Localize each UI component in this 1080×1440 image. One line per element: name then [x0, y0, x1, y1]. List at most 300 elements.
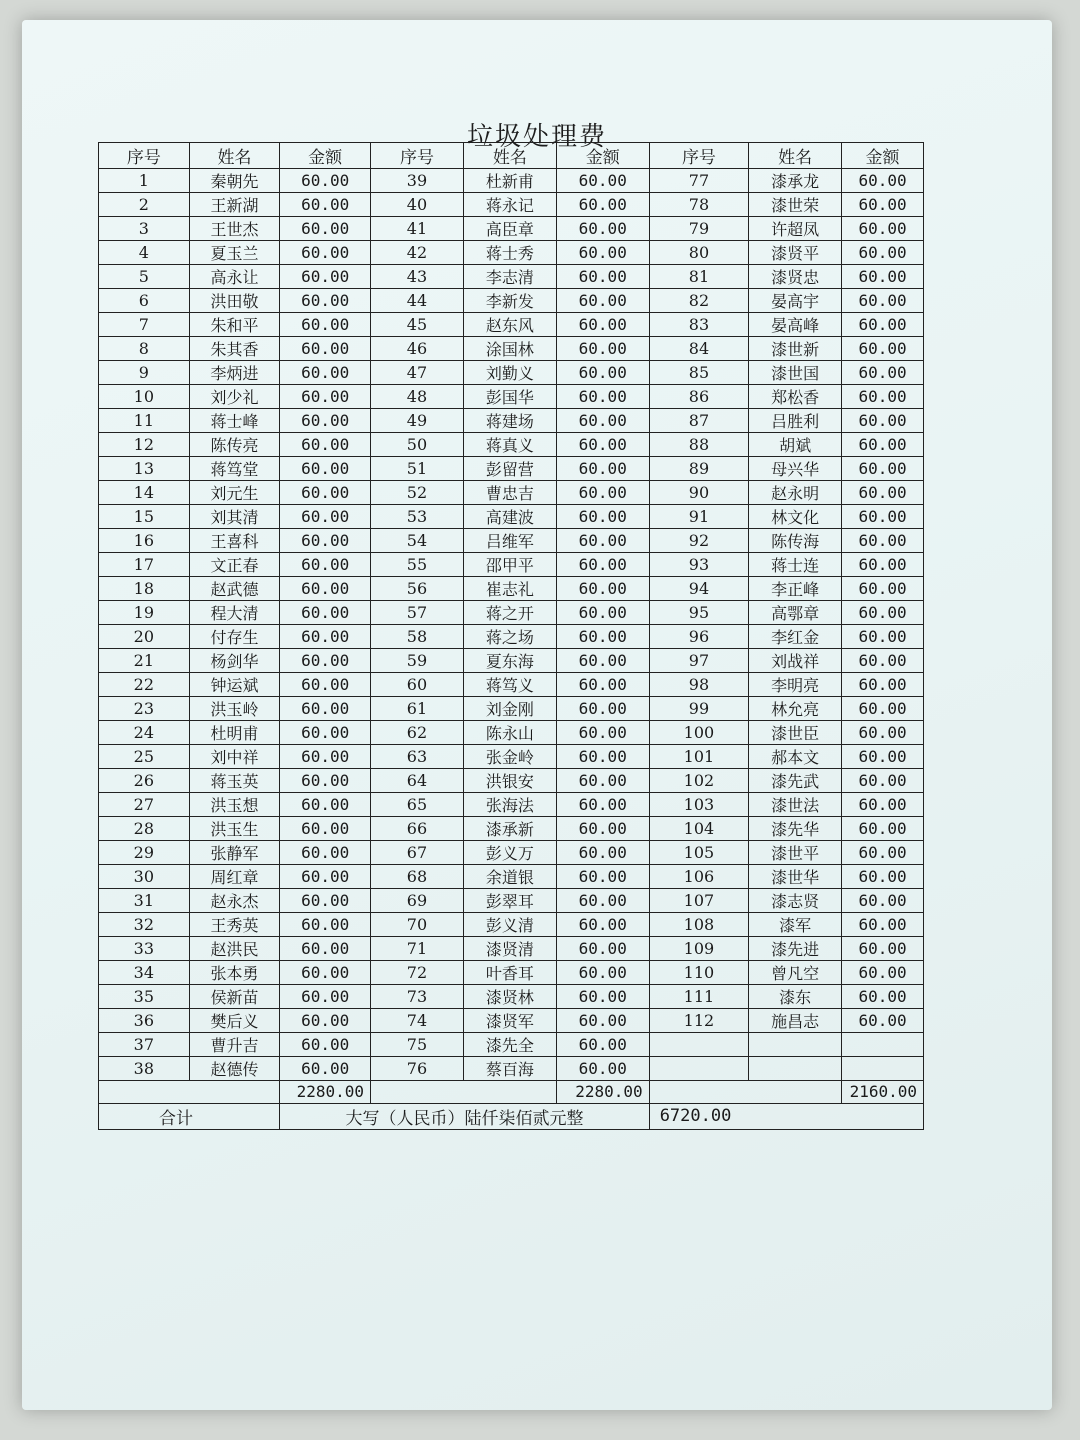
amount-cell: 60.00 — [842, 769, 924, 793]
seq-cell: 15 — [99, 505, 190, 529]
name-cell: 王喜科 — [189, 529, 280, 553]
seq-cell: 6 — [99, 289, 190, 313]
header-cell: 姓名 — [749, 143, 842, 169]
amount-cell: 60.00 — [556, 217, 649, 241]
seq-cell: 10 — [99, 385, 190, 409]
name-cell: 蒋真义 — [463, 433, 556, 457]
name-cell: 漆世荣 — [749, 193, 842, 217]
table-row — [99, 697, 924, 721]
table-row — [99, 409, 924, 433]
name-cell: 朱和平 — [189, 313, 280, 337]
name-cell: 彭留营 — [463, 457, 556, 481]
table-row — [99, 673, 924, 697]
seq-cell: 67 — [371, 841, 464, 865]
amount-cell: 60.00 — [280, 217, 371, 241]
amount-cell: 60.00 — [556, 961, 649, 985]
name-cell: 侯新苗 — [189, 985, 280, 1009]
amount-cell: 60.00 — [556, 553, 649, 577]
name-cell: 漆贤忠 — [749, 265, 842, 289]
name-cell: 洪田敬 — [189, 289, 280, 313]
table-row — [99, 865, 924, 889]
seq-cell: 99 — [649, 697, 749, 721]
table-row — [99, 985, 924, 1009]
table-row — [99, 889, 924, 913]
table-row — [99, 457, 924, 481]
amount-cell: 60.00 — [556, 913, 649, 937]
amount-cell: 60.00 — [280, 1009, 371, 1033]
amount-cell: 60.00 — [556, 289, 649, 313]
amount-cell: 60.00 — [280, 169, 371, 193]
name-cell: 蔡百海 — [463, 1057, 556, 1081]
seq-cell: 108 — [649, 913, 749, 937]
name-cell: 漆世新 — [749, 337, 842, 361]
amount-cell: 60.00 — [842, 409, 924, 433]
amount-cell: 60.00 — [842, 649, 924, 673]
seq-cell: 49 — [371, 409, 464, 433]
seq-cell: 96 — [649, 625, 749, 649]
amount-cell: 60.00 — [556, 937, 649, 961]
amount-cell: 60.00 — [556, 385, 649, 409]
seq-cell: 71 — [371, 937, 464, 961]
amount-cell: 60.00 — [280, 337, 371, 361]
seq-cell: 3 — [99, 217, 190, 241]
amount-cell: 60.00 — [842, 745, 924, 769]
amount-cell: 60.00 — [556, 1009, 649, 1033]
seq-cell: 55 — [371, 553, 464, 577]
table-row — [99, 937, 924, 961]
name-cell: 林文化 — [749, 505, 842, 529]
document-title: 垃圾处理费 — [466, 122, 607, 152]
amount-cell: 60.00 — [280, 577, 371, 601]
name-cell: 吕维军 — [463, 529, 556, 553]
amount-cell: 60.00 — [842, 433, 924, 457]
seq-cell: 64 — [371, 769, 464, 793]
fee-table — [98, 142, 924, 1130]
header-cell: 姓名 — [189, 143, 280, 169]
seq-cell: 40 — [371, 193, 464, 217]
summary-uppercase: 大写（人民币）陆仟柒佰贰元整 — [280, 1103, 649, 1129]
amount-cell: 60.00 — [842, 625, 924, 649]
seq-cell: 81 — [649, 265, 749, 289]
amount-cell: 60.00 — [280, 865, 371, 889]
amount-cell: 60.00 — [842, 913, 924, 937]
name-cell: 高永让 — [189, 265, 280, 289]
seq-cell: 13 — [99, 457, 190, 481]
table-row — [99, 1057, 924, 1081]
table-row — [99, 313, 924, 337]
table-row — [99, 481, 924, 505]
name-cell: 李志清 — [463, 265, 556, 289]
amount-cell: 60.00 — [280, 625, 371, 649]
name-cell: 夏东海 — [463, 649, 556, 673]
seq-cell: 82 — [649, 289, 749, 313]
name-cell: 崔志礼 — [463, 577, 556, 601]
name-cell: 张金岭 — [463, 745, 556, 769]
table-row — [99, 337, 924, 361]
table-row — [99, 625, 924, 649]
name-cell: 蒋士连 — [749, 553, 842, 577]
seq-cell: 112 — [649, 1009, 749, 1033]
amount-cell: 60.00 — [842, 937, 924, 961]
amount-cell: 60.00 — [842, 265, 924, 289]
name-cell: 彭国华 — [463, 385, 556, 409]
name-cell: 陈传亮 — [189, 433, 280, 457]
name-cell: 漆贤平 — [749, 241, 842, 265]
seq-cell: 93 — [649, 553, 749, 577]
name-cell: 漆先武 — [749, 769, 842, 793]
seq-cell: 18 — [99, 577, 190, 601]
amount-cell: 60.00 — [556, 409, 649, 433]
header-cell: 金额 — [842, 143, 924, 169]
seq-cell: 62 — [371, 721, 464, 745]
seq-cell: 5 — [99, 265, 190, 289]
seq-cell: 98 — [649, 673, 749, 697]
amount-cell: 60.00 — [556, 169, 649, 193]
name-cell: 李明亮 — [749, 673, 842, 697]
amount-cell: 60.00 — [280, 553, 371, 577]
amount-cell: 60.00 — [556, 1033, 649, 1057]
amount-cell: 60.00 — [556, 769, 649, 793]
table-body — [99, 169, 924, 1081]
amount-cell: 60.00 — [842, 505, 924, 529]
amount-cell: 60.00 — [280, 481, 371, 505]
table-row — [99, 289, 924, 313]
seq-cell: 46 — [371, 337, 464, 361]
seq-cell: 66 — [371, 817, 464, 841]
seq-cell: 1 — [99, 169, 190, 193]
name-cell: 王秀英 — [189, 913, 280, 937]
amount-cell: 60.00 — [842, 529, 924, 553]
seq-cell: 45 — [371, 313, 464, 337]
amount-cell: 60.00 — [556, 817, 649, 841]
name-cell: 高臣章 — [463, 217, 556, 241]
seq-cell: 90 — [649, 481, 749, 505]
amount-cell: 60.00 — [842, 865, 924, 889]
seq-cell: 29 — [99, 841, 190, 865]
name-cell: 刘金刚 — [463, 697, 556, 721]
table-row — [99, 721, 924, 745]
name-cell: 林允亮 — [749, 697, 842, 721]
seq-cell: 41 — [371, 217, 464, 241]
amount-cell: 60.00 — [280, 361, 371, 385]
amount-cell: 60.00 — [842, 817, 924, 841]
name-cell: 漆世臣 — [749, 721, 842, 745]
name-cell: 张海法 — [463, 793, 556, 817]
name-cell: 漆世法 — [749, 793, 842, 817]
amount-cell: 60.00 — [280, 913, 371, 937]
seq-cell: 12 — [99, 433, 190, 457]
table-row — [99, 793, 924, 817]
name-cell: 曹忠吉 — [463, 481, 556, 505]
amount-cell: 60.00 — [280, 769, 371, 793]
amount-cell: 60.00 — [280, 745, 371, 769]
name-cell: 王世杰 — [189, 217, 280, 241]
seq-cell: 33 — [99, 937, 190, 961]
seq-cell: 59 — [371, 649, 464, 673]
seq-cell: 27 — [99, 793, 190, 817]
amount-cell: 60.00 — [842, 985, 924, 1009]
amount-cell: 60.00 — [556, 673, 649, 697]
name-cell: 母兴华 — [749, 457, 842, 481]
amount-cell: 60.00 — [280, 289, 371, 313]
name-cell: 刘中祥 — [189, 745, 280, 769]
name-cell: 漆贤林 — [463, 985, 556, 1009]
name-cell: 樊后义 — [189, 1009, 280, 1033]
seq-cell: 20 — [99, 625, 190, 649]
name-cell: 漆先全 — [463, 1033, 556, 1057]
seq-cell: 48 — [371, 385, 464, 409]
seq-cell: 87 — [649, 409, 749, 433]
seq-cell: 75 — [371, 1033, 464, 1057]
name-cell: 洪玉生 — [189, 817, 280, 841]
name-cell: 胡斌 — [749, 433, 842, 457]
seq-cell: 7 — [99, 313, 190, 337]
table-row — [99, 649, 924, 673]
amount-cell: 60.00 — [556, 361, 649, 385]
seq-cell: 94 — [649, 577, 749, 601]
amount-cell: 60.00 — [280, 265, 371, 289]
seq-cell: 30 — [99, 865, 190, 889]
amount-cell: 60.00 — [842, 721, 924, 745]
seq-cell: 61 — [371, 697, 464, 721]
table-row — [99, 241, 924, 265]
name-cell: 程大清 — [189, 601, 280, 625]
seq-cell: 4 — [99, 241, 190, 265]
amount-cell: 60.00 — [556, 577, 649, 601]
table-row — [99, 193, 924, 217]
table-row — [99, 745, 924, 769]
table-row — [99, 817, 924, 841]
table-row — [99, 385, 924, 409]
name-cell: 蒋之场 — [463, 625, 556, 649]
amount-cell: 60.00 — [556, 841, 649, 865]
summary-row — [99, 1103, 924, 1129]
name-cell: 李炳进 — [189, 361, 280, 385]
seq-cell: 24 — [99, 721, 190, 745]
amount-cell: 60.00 — [842, 841, 924, 865]
amount-cell: 60.00 — [556, 865, 649, 889]
name-cell: 漆世平 — [749, 841, 842, 865]
name-cell: 蒋之开 — [463, 601, 556, 625]
amount-cell: 60.00 — [842, 1009, 924, 1033]
amount-cell: 60.00 — [556, 1057, 649, 1081]
seq-cell: 56 — [371, 577, 464, 601]
name-cell: 赵东风 — [463, 313, 556, 337]
name-cell: 高建波 — [463, 505, 556, 529]
seq-cell: 85 — [649, 361, 749, 385]
table-row — [99, 433, 924, 457]
amount-cell: 60.00 — [280, 793, 371, 817]
name-cell: 漆承新 — [463, 817, 556, 841]
seq-cell: 2 — [99, 193, 190, 217]
seq-cell: 32 — [99, 913, 190, 937]
seq-cell: 50 — [371, 433, 464, 457]
header-cell: 金额 — [280, 143, 371, 169]
seq-cell: 68 — [371, 865, 464, 889]
amount-cell: 60.00 — [556, 625, 649, 649]
amount-cell: 60.00 — [280, 433, 371, 457]
seq-cell: 43 — [371, 265, 464, 289]
name-cell: 邵甲平 — [463, 553, 556, 577]
name-cell: 张本勇 — [189, 961, 280, 985]
name-cell: 许超凤 — [749, 217, 842, 241]
seq-cell: 111 — [649, 985, 749, 1009]
amount-cell: 60.00 — [280, 673, 371, 697]
amount-cell: 60.00 — [280, 649, 371, 673]
subtotal-cell: 2280.00 — [556, 1081, 649, 1104]
name-cell: 高鄂章 — [749, 601, 842, 625]
amount-cell: 60.00 — [556, 457, 649, 481]
name-cell: 李新发 — [463, 289, 556, 313]
seq-cell: 36 — [99, 1009, 190, 1033]
table-row — [99, 913, 924, 937]
name-cell: 杜新甫 — [463, 169, 556, 193]
name-cell: 刘元生 — [189, 481, 280, 505]
seq-cell — [649, 1057, 749, 1081]
seq-cell: 110 — [649, 961, 749, 985]
seq-cell: 26 — [99, 769, 190, 793]
amount-cell: 60.00 — [280, 937, 371, 961]
seq-cell: 63 — [371, 745, 464, 769]
amount-cell: 60.00 — [842, 337, 924, 361]
seq-cell: 101 — [649, 745, 749, 769]
seq-cell: 73 — [371, 985, 464, 1009]
amount-cell: 60.00 — [842, 793, 924, 817]
name-cell: 蒋永记 — [463, 193, 556, 217]
seq-cell: 74 — [371, 1009, 464, 1033]
amount-cell: 60.00 — [842, 289, 924, 313]
name-cell: 蒋玉英 — [189, 769, 280, 793]
table-row — [99, 841, 924, 865]
seq-cell: 37 — [99, 1033, 190, 1057]
amount-cell: 60.00 — [556, 337, 649, 361]
amount-cell: 60.00 — [556, 649, 649, 673]
amount-cell: 60.00 — [556, 697, 649, 721]
name-cell: 蒋建场 — [463, 409, 556, 433]
seq-cell: 83 — [649, 313, 749, 337]
seq-cell: 42 — [371, 241, 464, 265]
amount-cell: 60.00 — [556, 505, 649, 529]
amount-cell: 60.00 — [280, 601, 371, 625]
seq-cell: 53 — [371, 505, 464, 529]
name-cell: 刘少礼 — [189, 385, 280, 409]
name-cell: 彭义清 — [463, 913, 556, 937]
seq-cell: 91 — [649, 505, 749, 529]
amount-cell: 60.00 — [556, 265, 649, 289]
seq-cell: 11 — [99, 409, 190, 433]
name-cell: 赵德传 — [189, 1057, 280, 1081]
amount-cell: 60.00 — [280, 529, 371, 553]
name-cell: 漆世国 — [749, 361, 842, 385]
amount-cell: 60.00 — [842, 457, 924, 481]
amount-cell: 60.00 — [280, 457, 371, 481]
name-cell: 杜明甫 — [189, 721, 280, 745]
seq-cell: 105 — [649, 841, 749, 865]
name-cell: 周红章 — [189, 865, 280, 889]
name-cell — [749, 1033, 842, 1057]
name-cell: 陈传海 — [749, 529, 842, 553]
seq-cell: 92 — [649, 529, 749, 553]
name-cell: 蒋士峰 — [189, 409, 280, 433]
blank-cell — [649, 1081, 841, 1104]
name-cell: 郝本文 — [749, 745, 842, 769]
seq-cell: 72 — [371, 961, 464, 985]
amount-cell: 60.00 — [280, 385, 371, 409]
amount-cell: 60.00 — [556, 433, 649, 457]
seq-cell: 77 — [649, 169, 749, 193]
amount-cell: 60.00 — [842, 361, 924, 385]
name-cell: 漆贤清 — [463, 937, 556, 961]
name-cell: 曾凡空 — [749, 961, 842, 985]
seq-cell: 109 — [649, 937, 749, 961]
table-row — [99, 169, 924, 193]
name-cell: 刘其清 — [189, 505, 280, 529]
name-cell: 漆先进 — [749, 937, 842, 961]
seq-cell: 52 — [371, 481, 464, 505]
seq-cell: 23 — [99, 697, 190, 721]
subtotal-row — [99, 1081, 924, 1104]
name-cell: 施昌志 — [749, 1009, 842, 1033]
name-cell: 漆东 — [749, 985, 842, 1009]
name-cell: 晏高宇 — [749, 289, 842, 313]
seq-cell: 21 — [99, 649, 190, 673]
amount-cell: 60.00 — [842, 217, 924, 241]
name-cell: 漆军 — [749, 913, 842, 937]
name-cell: 蒋笃义 — [463, 673, 556, 697]
seq-cell: 14 — [99, 481, 190, 505]
table-row — [99, 553, 924, 577]
summary-grand-total: 6720.00 — [649, 1103, 923, 1129]
seq-cell: 25 — [99, 745, 190, 769]
name-cell: 夏玉兰 — [189, 241, 280, 265]
seq-cell: 76 — [371, 1057, 464, 1081]
amount-cell: 60.00 — [556, 193, 649, 217]
seq-cell: 69 — [371, 889, 464, 913]
amount-cell: 60.00 — [280, 505, 371, 529]
summary-label: 合计 — [99, 1103, 280, 1129]
name-cell: 漆志贤 — [749, 889, 842, 913]
amount-cell: 60.00 — [280, 817, 371, 841]
seq-cell: 100 — [649, 721, 749, 745]
seq-cell: 70 — [371, 913, 464, 937]
table-row — [99, 361, 924, 385]
seq-cell: 31 — [99, 889, 190, 913]
blank-cell — [371, 1081, 557, 1104]
name-cell: 朱其香 — [189, 337, 280, 361]
name-cell: 漆承龙 — [749, 169, 842, 193]
seq-cell: 35 — [99, 985, 190, 1009]
seq-cell: 79 — [649, 217, 749, 241]
table-row — [99, 265, 924, 289]
amount-cell: 60.00 — [556, 601, 649, 625]
amount-cell: 60.00 — [556, 241, 649, 265]
seq-cell: 54 — [371, 529, 464, 553]
name-cell: 晏高峰 — [749, 313, 842, 337]
amount-cell: 60.00 — [842, 601, 924, 625]
seq-cell: 39 — [371, 169, 464, 193]
seq-cell: 104 — [649, 817, 749, 841]
seq-cell: 44 — [371, 289, 464, 313]
header-cell: 姓名 — [463, 143, 556, 169]
amount-cell: 60.00 — [842, 385, 924, 409]
amount-cell: 60.00 — [842, 313, 924, 337]
amount-cell: 60.00 — [556, 529, 649, 553]
seq-cell: 95 — [649, 601, 749, 625]
name-cell: 彭翠耳 — [463, 889, 556, 913]
amount-cell: 60.00 — [280, 985, 371, 1009]
seq-cell: 22 — [99, 673, 190, 697]
name-cell: 洪玉岭 — [189, 697, 280, 721]
